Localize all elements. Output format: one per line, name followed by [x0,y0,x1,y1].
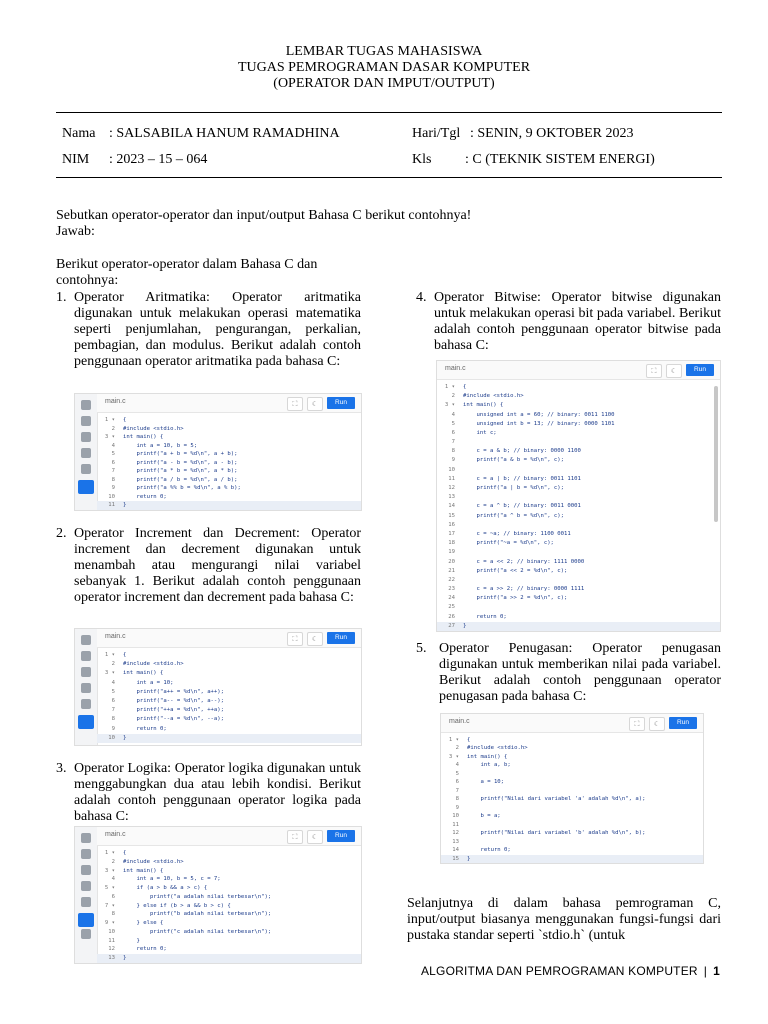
code-screenshot-assignment [440,713,704,864]
line-number: 9 [111,485,115,492]
c-language-icon[interactable] [78,480,94,494]
line-number: 1 ▾ [444,384,455,390]
settings-icon[interactable] [81,849,91,859]
code-line: c = a >> 2; // binary: 0000 1111 [463,586,585,593]
item-3-text: Operator Logika: Operator logika digunakan untuk menggabungkan dua atau lebih kondisi. Berikut adalah contoh penggunaan operator logika pada bahasa C: [74,761,361,824]
item-5-text: Operator Penugasan: Operator penugasan digunakan untuk memberikan nilai pada variabel. Berikut adalah contoh penggunaan operator penugasan pada bahasa C: [439,641,721,704]
code-screenshot-bitwise [436,360,721,632]
header-rule-bottom [56,177,722,178]
editor-tab-bar [441,714,703,733]
item-5-number: 5. [416,641,427,656]
code-line: printf("Nilai dari variabel 'a' adalah %d\n", a); [467,796,646,803]
file-tab[interactable]: main.c [445,365,466,372]
sidebar-rail [75,827,98,963]
run-button[interactable]: Run [327,397,355,409]
code-line: int main() { [467,753,508,760]
line-number: 6 [111,893,115,900]
line-number: 6 [451,429,455,436]
code-line: printf("a + b = %d\n", a + b); [123,451,238,458]
code-line: int main() { [123,670,164,677]
intro-text: Berikut operator-operator dalam Bahasa C dan contohnya: [56,257,318,288]
page-footer [421,964,720,978]
line-number: 13 [448,494,455,501]
line-number: 20 [448,558,455,565]
code-area[interactable] [97,648,361,745]
doc-title-line1: LEMBAR TUGAS MAHASISWA [285,44,483,59]
line-number: 7 [111,707,115,714]
code-line: printf("a++ = %d\n", a++); [123,688,225,695]
line-number: 11 [448,475,455,482]
line-number: 3 ▾ [104,867,115,874]
line-number: 19 [448,549,455,556]
line-number: 15 [452,855,459,862]
code-line: int c; [463,429,497,436]
nim-label: NIM [62,152,90,167]
line-number: 15 [448,512,455,519]
line-number: 6 [111,459,115,466]
line-number: 3 ▾ [104,670,115,677]
line-number: 10 [108,493,115,500]
code-line: int main() { [463,402,504,409]
code-line: int a, b; [467,762,511,769]
file-tab[interactable]: main.c [449,718,470,725]
file-icon[interactable] [81,635,91,645]
code-line: #include <stdio.h> [123,661,184,668]
code-line: printf("a-- = %d\n", a--); [123,698,225,704]
file-tab[interactable]: main.c [105,831,126,838]
line-number: 11 [108,937,115,944]
line-number: 7 [111,468,115,475]
line-number: 8 [111,716,115,723]
line-number: 2 [111,661,115,668]
line-number: 6 [111,698,115,704]
theme-toggle-icon[interactable]: ☾ [307,397,323,411]
code-area[interactable] [97,413,361,510]
file-tab[interactable]: main.c [105,398,126,405]
line-number: 12 [108,946,115,953]
editor-tab-bar [437,361,720,380]
run-button[interactable]: Run [327,830,355,842]
download-icon[interactable] [81,897,91,907]
code-line: } [463,622,467,629]
code-line: printf("c adalah nilai terbesar\n"); [123,928,272,935]
line-number: 10 [108,734,115,741]
file-icon[interactable] [81,833,91,843]
code-screenshot-arithmetic [74,393,362,511]
nim-value: : 2023 – 15 – 064 [109,152,208,167]
c-language-icon[interactable] [78,715,94,729]
line-number: 5 [455,770,459,777]
line-number: 12 [448,485,455,492]
html-icon[interactable] [81,881,91,891]
fullscreen-icon[interactable]: ⛶ [287,632,303,646]
code-line: c = a & b; // binary: 0000 1100 [463,448,581,455]
line-number: 9 ▾ [104,920,115,927]
code-line: #include <stdio.h> [123,425,184,432]
line-number: 10 [108,928,115,935]
line-number: 27 [448,622,455,629]
code-line: c = a | b; // binary: 0011 1101 [463,475,581,482]
code-line: printf("a / b = %d\n", a / b); [123,476,238,483]
line-number: 8 [111,911,115,918]
line-number: 21 [448,567,455,574]
code-line: int main() { [123,867,164,874]
active-line-highlight [97,954,361,963]
line-number: 1 ▾ [448,737,459,743]
theme-toggle-icon[interactable]: ☾ [307,632,323,646]
code-line: int a = 10, b = 5; [123,442,198,449]
active-line-highlight [97,734,361,743]
line-number: 4 [111,442,115,449]
kls-value: : C (TEKNIK SISTEM ENERGI) [465,152,655,167]
line-number: 14 [448,503,455,510]
scrollbar[interactable] [714,386,718,522]
answer-label: Jawab: [56,224,95,239]
nama-label: Nama [62,126,96,141]
code-line: { [123,850,127,856]
line-number: 13 [108,955,115,962]
closing-text: Selanjutnya di dalam bahasa pemrograman C, input/output biasanya menggunakan fungsi-fungsi dari pustaka standar seperti `stdio.h` (untuk [407,896,721,943]
line-number: 11 [452,821,459,828]
sidebar-rail [75,629,98,745]
file-tab[interactable]: main.c [105,633,126,640]
line-number: 24 [448,595,455,602]
code-line: c = ~a; // binary: 1100 0011 [463,530,571,537]
run-button[interactable]: Run [669,717,697,729]
code-line: #include <stdio.h> [467,745,528,752]
code-line: } else { [123,920,164,927]
code-line: printf("a << 2 = %d\n", c); [463,567,568,574]
code-line: { [463,384,467,390]
line-number: 23 [448,586,455,593]
item-1-number: 1. [56,290,67,305]
theme-toggle-icon[interactable]: ☾ [649,717,665,731]
run-button[interactable]: Run [327,632,355,644]
line-number: 12 [452,830,459,837]
code-line: int a = 10; [123,679,174,686]
line-number: 7 [451,439,455,446]
code-line: c = a << 2; // binary: 1111 0000 [463,558,585,565]
sidebar-rail [75,394,98,510]
line-number: 1 ▾ [104,417,115,423]
file-icon[interactable] [81,400,91,410]
code-line: printf("Nilai dari variabel 'b' adalah %d\n", b); [467,830,646,837]
line-number: 7 ▾ [104,902,115,909]
item-1-text: Operator Aritmatika: Operator aritmatika digunakan untuk melakukan operasi matematika seperti penjumlahan, pengurangan, perkalian, pembagian, dan modulus. Berikut adalah contoh penggunaan operator aritmatika pada bahasa C: [74,290,361,369]
code-screenshot-logic [74,826,362,964]
line-number: 22 [448,576,455,583]
code-line: return 0; [123,493,167,500]
footer-separator: | [703,964,708,978]
line-number: 3 ▾ [444,402,455,409]
fullscreen-icon[interactable]: ⛶ [287,830,303,844]
line-number: 1 ▾ [104,850,115,856]
list-icon[interactable] [81,667,91,677]
fullscreen-icon[interactable]: ⛶ [646,364,662,378]
line-number: 11 [108,502,115,509]
theme-toggle-icon[interactable]: ☾ [307,830,323,844]
code-line: return 0; [123,946,167,953]
html-icon[interactable] [81,448,91,458]
settings-icon[interactable] [81,651,91,661]
editor-tab-bar [97,394,361,413]
code-line: printf("a - b = %d\n", a - b); [123,459,238,466]
code-line: printf("b adalah nilai terbesar\n"); [123,911,272,918]
line-number: 4 [451,411,455,418]
active-line-highlight [437,622,720,631]
code-line: printf("~a = %d\n", c); [463,540,554,547]
code-area[interactable] [97,846,361,963]
doc-title-line3: (OPERATOR DAN IMPUT/OUTPUT) [273,76,495,91]
line-number: 2 [455,745,459,752]
line-number: 2 [111,858,115,865]
run-button[interactable]: Run [686,364,714,376]
code-line: printf("a %% b = %d\n", a % b); [123,485,241,492]
code-line: printf("a adalah nilai terbesar\n"); [123,893,272,900]
code-line: } [467,855,471,862]
line-number: 10 [448,466,455,473]
line-number: 7 [455,787,459,794]
code-line: } [123,937,140,944]
line-number: 6 [455,779,459,786]
code-line: c = a ^ b; // binary: 0011 0001 [463,503,581,510]
line-number: 8 [111,476,115,483]
line-number: 10 [452,813,459,820]
editor-tab-bar [97,629,361,648]
code-line: printf("a | b = %d\n", c); [463,485,565,492]
line-number: 8 [455,796,459,803]
settings-icon[interactable] [81,416,91,426]
line-number: 1 ▾ [104,652,115,658]
line-number: 5 [111,451,115,458]
code-screenshot-increment [74,628,362,746]
code-line: #include <stdio.h> [123,858,184,865]
code-area[interactable] [441,733,703,863]
hari-tgl-label: Hari/Tgl [412,126,461,141]
code-line: printf("++a = %d\n", ++a); [123,707,225,714]
doc-title-line2: TUGAS PEMROGRAMAN DASAR KOMPUTER [237,60,531,75]
item-4-text: Operator Bitwise: Operator bitwise digunakan untuk melakukan operasi bit pada variabel. Berikut adalah contoh penggunaan operator bitwise pada bahasa C: [434,290,721,353]
line-number: 3 ▾ [104,434,115,441]
line-number: 16 [448,521,455,528]
code-line: return 0; [123,725,167,732]
line-number: 17 [448,530,455,537]
line-number: 4 [455,762,459,769]
c-language-icon[interactable] [78,913,94,927]
code-line: { [467,737,471,743]
code-line: if (a > b && a > c) { [123,885,208,892]
list-icon[interactable] [81,865,91,875]
code-line: b = a; [467,813,501,820]
item-4-number: 4. [416,290,427,305]
code-line: printf("a ^ b = %d\n", c); [463,512,565,519]
download-icon[interactable] [81,699,91,709]
circle-icon[interactable] [81,929,91,939]
code-line: a = 10; [467,779,505,786]
item-2-number: 2. [56,526,67,541]
code-line: unsigned int b = 13; // binary: 0000 1101 [463,420,615,427]
code-line: } [123,502,127,509]
page-number: 1 [713,964,720,978]
fullscreen-icon[interactable]: ⛶ [287,397,303,411]
code-line: printf("a & b = %d\n", c); [463,457,565,464]
item-3-number: 3. [56,761,67,776]
code-line: } [123,955,127,962]
hari-tgl-value: : SENIN, 9 OKTOBER 2023 [470,126,634,141]
line-number: 4 [111,679,115,686]
code-line: return 0; [463,613,507,620]
list-icon[interactable] [81,432,91,442]
theme-toggle-icon[interactable]: ☾ [666,364,682,378]
code-line: { [123,417,127,423]
code-line: int a = 10, b = 5, c = 7; [123,876,221,883]
code-line: printf("a >> 2 = %d\n", c); [463,595,568,602]
html-icon[interactable] [81,683,91,693]
footer-title: ALGORITMA DAN PEMROGRAMAN KOMPUTER [420,964,698,978]
question-text: Sebutkan operator-operator dan input/output Bahasa C berikut contohnya! [56,208,472,223]
code-line: #include <stdio.h> [463,393,524,400]
code-line: printf("a * b = %d\n", a * b); [123,468,238,475]
code-line: } [123,734,127,741]
line-number: 3 ▾ [448,753,459,760]
line-number: 9 [455,804,459,811]
line-number: 2 [111,425,115,432]
fullscreen-icon[interactable]: ⛶ [629,717,645,731]
header-rule-top [56,112,722,113]
line-number: 18 [448,540,455,547]
code-area[interactable] [437,380,720,631]
active-line-highlight [441,855,703,863]
line-number: 5 [451,420,455,427]
line-number: 4 [111,876,115,883]
line-number: 2 [451,393,455,400]
line-number: 5 [111,688,115,695]
code-line: { [123,652,127,658]
line-number: 26 [448,613,455,620]
active-line-highlight [97,501,361,510]
line-number: 25 [448,604,455,611]
code-line: return 0; [467,847,511,854]
code-line: unsigned int a = 60; // binary: 0011 1100 [463,411,615,418]
code-line: int main() { [123,434,164,441]
item-2-text: Operator Increment dan Decrement: Operator increment dan decrement digunakan untuk menambah atau mengurangi nilai variabel sebanyak 1. Berikut adalah contoh penggunaan operator increment dan decrement pada bahasa C: [74,526,361,605]
kls-label: Kls [412,152,432,167]
line-number: 9 [451,457,455,464]
code-line: printf("--a = %d\n", --a); [123,716,225,723]
nama-value: : SALSABILA HANUM RAMADHINA [109,126,340,141]
download-icon[interactable] [81,464,91,474]
line-number: 14 [452,847,459,854]
line-number: 8 [451,448,455,455]
code-line: } else if (b > a && b > c) { [123,902,231,909]
editor-tab-bar [97,827,361,846]
line-number: 9 [111,725,115,732]
line-number: 5 ▾ [104,885,115,892]
line-number: 13 [452,838,459,845]
